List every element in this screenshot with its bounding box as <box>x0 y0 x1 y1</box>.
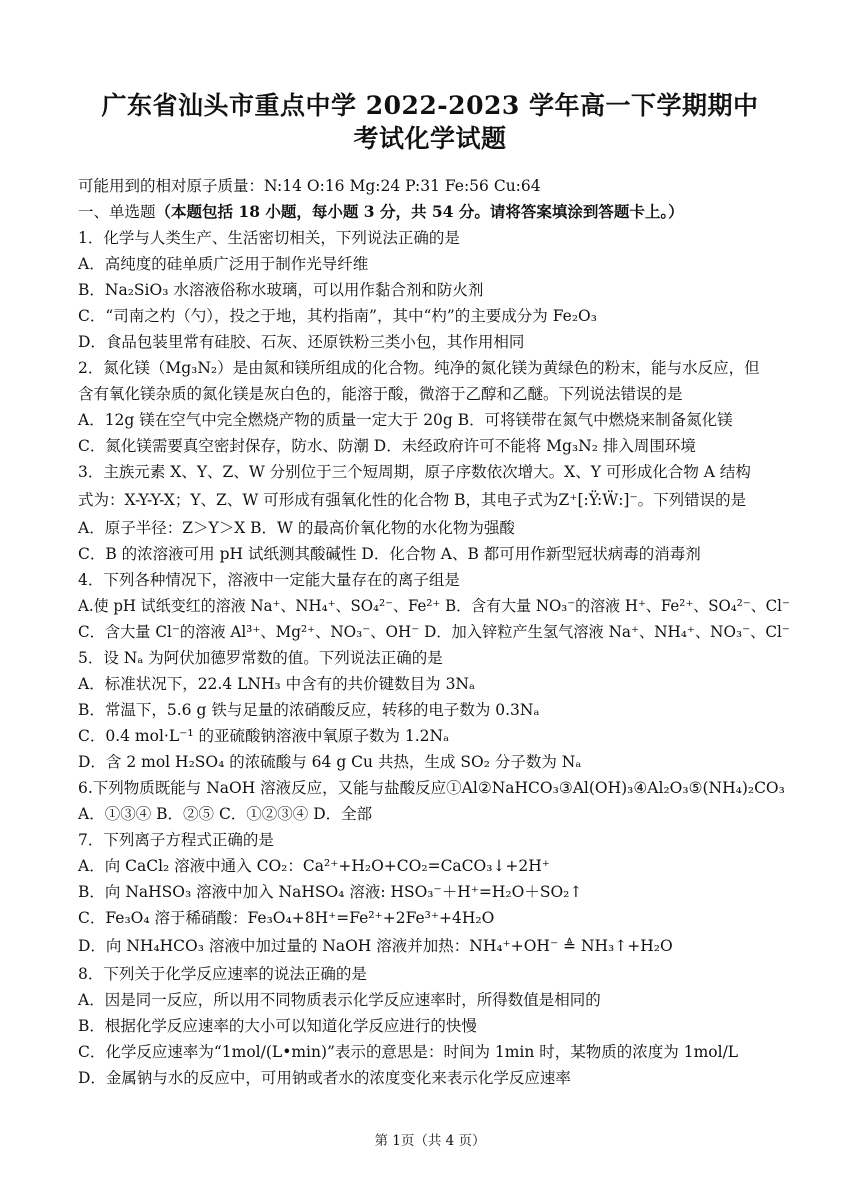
option-line: C．0.4 mol·L⁻¹ 的亚硫酸钠溶液中氧原子数为 1.2Nₐ <box>78 727 450 745</box>
option-line: B．常温下，5.6 g 铁与足量的浓硝酸反应，转移的电子数为 0.3Nₐ <box>78 701 540 719</box>
option-line: A．向 CaCl₂ 溶液中通入 CO₂：Ca²⁺+H₂O+CO₂=CaCO₃↓+2H⁺ <box>78 857 550 875</box>
option-line: A．①③④ B．②⑤ C．①②③④ D．全部 <box>78 805 373 823</box>
question-line: 2．氮化镁（Mg₃N₂）是由氮和镁所组成的化合物。纯净的氮化镁为黄绿色的粉末，能与水反应，但 <box>78 359 760 377</box>
section-instructions: （本题包括 18 小题，每小题 3 分，共 54 分。请将答案填涂到答题卡上。） <box>155 202 684 221</box>
option-line: C．化学反应速率为“1mol/(L•min)”表示的意思是：时间为 1min 时，某物质的浓度为 1mol/L <box>78 1043 739 1061</box>
document-title-line-1: 广东省汕头市重点中学 2022-2023 学年高一下学期期中 <box>101 91 759 120</box>
question-line: 3．主族元素 X、Y、Z、W 分别位于三个短周期，原子序数依次增大。X、Y 可形成化合物 A 结构 <box>78 463 751 481</box>
section-heading <box>78 202 684 222</box>
option-line: D．含 2 mol H₂SO₄ 的浓硫酸与 64 g Cu 共热，生成 SO₂ 分子数为 Nₐ <box>78 753 582 771</box>
option-line: A．标准状况下，22.4 LNH₃ 中含有的共价键数目为 3Nₐ <box>78 675 475 693</box>
question-line: 式为：X-Y-Y-X；Y、Z、W 可形成有强氧化性的化合物 B，其电子式为Z⁺[:Ÿ:Ẅ:]⁻。下列错误的是 <box>78 491 747 509</box>
atomic-masses-note: 可能用到的相对原子质量：N:14 O:16 Mg:24 P:31 Fe:56 Cu:64 <box>78 177 541 195</box>
option-line: A．高纯度的硅单质广泛用于制作光导纤维 <box>78 255 369 273</box>
option-line: C．氮化镁需要真空密封保存，防水、防潮 D．未经政府许可不能将 Mg₃N₂ 排入周围环境 <box>78 437 696 455</box>
question-line: 4．下列各种情况下，溶液中一定能大量存在的离子组是 <box>78 571 460 589</box>
option-line: D．向 NH₄HCO₃ 溶液中加过量的 NaOH 溶液并加热：NH₄⁺+OH⁻ ≜ NH₃↑+H₂O <box>78 937 673 955</box>
option-line: B．向 NaHSO₃ 溶液中加入 NaHSO₄ 溶液: HSO₃⁻＋H⁺=H₂O＋SO₂↑ <box>78 883 583 901</box>
option-line: B．根据化学反应速率的大小可以知道化学反应进行的快慢 <box>78 1017 477 1035</box>
option-line: A.使 pH 试纸变红的溶液 Na⁺、NH₄⁺、SO₄²⁻、Fe²⁺ B．含有大量 NO₃⁻的溶液 H⁺、Fe²⁺、SO₄²⁻、Cl⁻ <box>78 597 790 615</box>
option-line: C．Fe₃O₄ 溶于稀硝酸：Fe₃O₄+8H⁺=Fe²⁺+2Fe³⁺+4H₂O <box>78 909 495 927</box>
option-line: D．金属钠与水的反应中，可用钠或者水的浓度变化来表示化学反应速率 <box>78 1069 571 1087</box>
question-line: 8．下列关于化学反应速率的说法正确的是 <box>78 965 367 983</box>
option-line: A．12g 镁在空气中完全燃烧产物的质量一定大于 20g B．可将镁带在氮气中燃烧来制备氮化镁 <box>78 411 733 429</box>
option-line: A．因是同一反应，所以用不同物质表示化学反应速率时，所得数值是相同的 <box>78 991 601 1009</box>
option-line: B．Na₂SiO₃ 水溶液俗称水玻璃，可以用作黏合剂和防火剂 <box>78 281 484 299</box>
question-line: 5．设 Nₐ 为阿伏加德罗常数的值。下列说法正确的是 <box>78 649 443 667</box>
section-title: 一、单选题 <box>78 203 156 221</box>
question-line: 含有氧化镁杂质的氮化镁是灰白色的，能溶于酸，微溶于乙醇和乙醚。下列说法错误的是 <box>78 385 683 403</box>
question-line: 7．下列离子方程式正确的是 <box>78 831 274 849</box>
option-line: C．B 的浓溶液可用 pH 试纸测其酸碱性 D．化合物 A、B 都可用作新型冠状病毒的消毒剂 <box>78 545 701 563</box>
document-title-line-2: 考试化学试题 <box>353 124 507 153</box>
option-line: C．“司南之杓（勺），投之于地，其杓指南”，其中“杓”的主要成分为 Fe₂O₃ <box>78 307 597 325</box>
option-line: C．含大量 Cl⁻的溶液 Al³⁺、Mg²⁺、NO₃⁻、OH⁻ D．加入锌粒产生氢气溶液 Na⁺、NH₄⁺、NO₃⁻、Cl⁻ <box>78 623 790 641</box>
option-line: D．食品包装里常有硅胶、石灰、还原铁粉三类小包，其作用相同 <box>78 333 525 351</box>
question-line: 6.下列物质既能与 NaOH 溶液反应，又能与盐酸反应①Al②NaHCO₃③Al(OH)₃④Al₂O₃⑤(NH₄)₂CO₃ <box>78 779 785 797</box>
question-line: 1．化学与人类生产、生活密切相关，下列说法正确的是 <box>78 229 460 247</box>
page-footer: 第 1页（共 4 页） <box>374 1133 486 1149</box>
option-line: A．原子半径：Z＞Y＞X B．W 的最高价氧化物的水化物为强酸 <box>78 519 515 537</box>
